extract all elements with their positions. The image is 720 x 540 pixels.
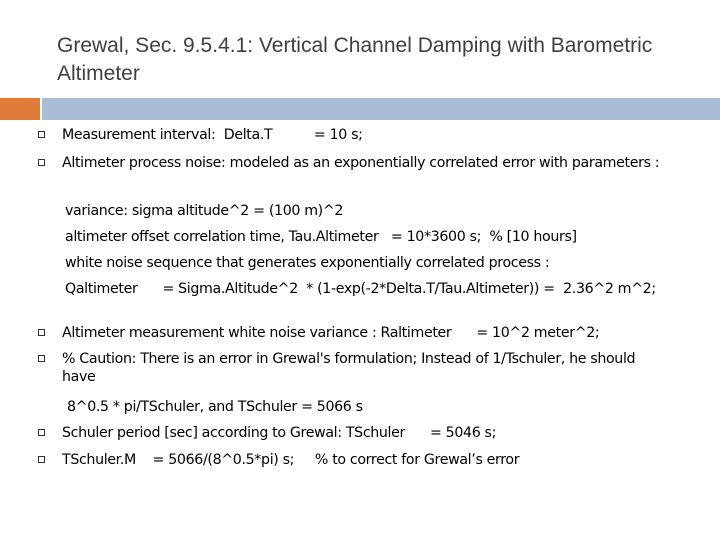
square-bullet-icon bbox=[38, 131, 45, 138]
title-underline-bar bbox=[42, 98, 720, 120]
sub-text: 8^0.5 * pi/TSchuler, and TSchuler = 5066 s bbox=[67, 399, 363, 415]
square-bullet-icon bbox=[38, 355, 45, 362]
bullet-text: TSchuler.M = 5066/(8^0.5*pi) s; % to correct for Grewal’s error bbox=[62, 452, 520, 468]
square-bullet-icon bbox=[38, 456, 45, 463]
bullet-text: Altimeter process noise: modeled as an exponentially correlated error with parameters : bbox=[62, 155, 660, 171]
bullet-text: Altimeter measurement white noise variance : Raltimeter = 10^2 meter^2; bbox=[62, 325, 600, 341]
square-bullet-icon bbox=[38, 429, 45, 436]
sub-text: white noise sequence that generates exponentially correlated process : bbox=[65, 255, 550, 271]
square-bullet-icon bbox=[38, 159, 45, 166]
slide-title: Grewal, Sec. 9.5.4.1: Vertical Channel Damping with Barometric Altimeter bbox=[57, 34, 653, 85]
bullet-text: Schuler period [sec] according to Grewal: TSchuler = 5046 s; bbox=[62, 425, 497, 441]
accent-bar bbox=[0, 98, 40, 120]
sub-text: Qaltimeter = Sigma.Altitude^2 * (1-exp(-2*Delta.T/Tau.Altimeter)) = 2.36^2 m^2; bbox=[65, 281, 656, 297]
bullet-text: Measurement interval: Delta.T = 10 s; bbox=[62, 127, 363, 143]
sub-text: altimeter offset correlation time, Tau.Altimeter = 10*3600 s; % [10 hours] bbox=[65, 229, 577, 245]
square-bullet-icon bbox=[38, 329, 45, 336]
sub-text: variance: sigma altitude^2 = (100 m)^2 bbox=[65, 203, 344, 219]
bullet-text: % Caution: There is an error in Grewal's formulation; Instead of 1/Tschuler, he should have bbox=[62, 351, 640, 385]
